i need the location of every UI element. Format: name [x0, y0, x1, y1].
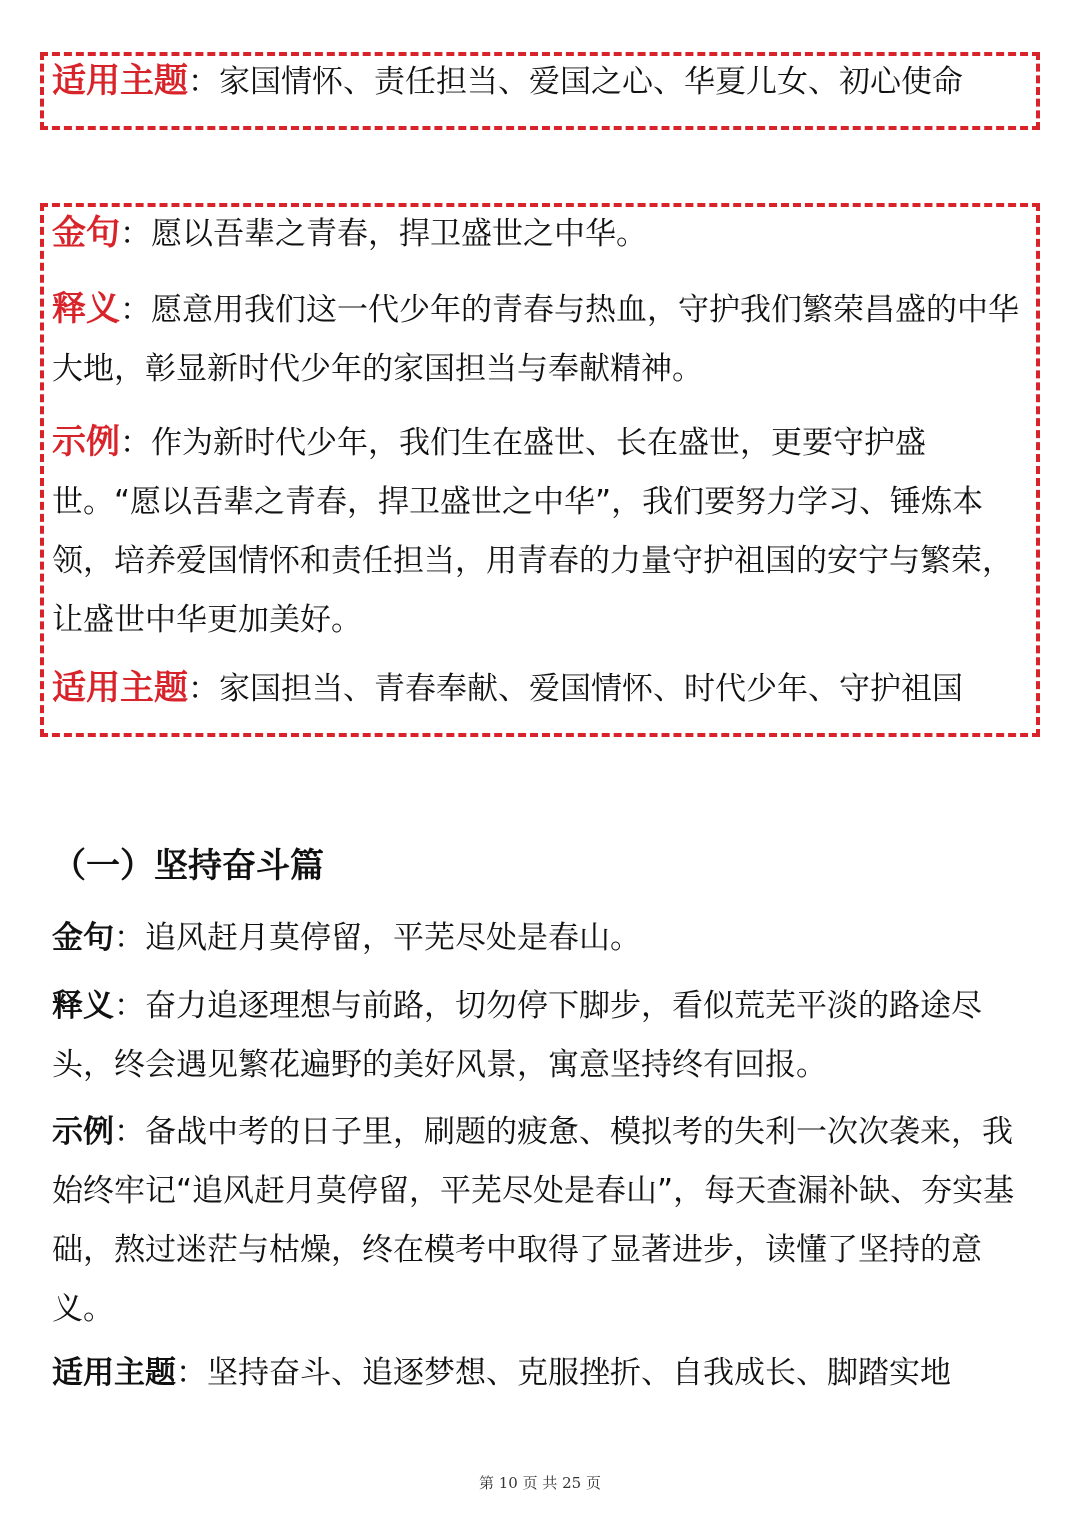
box2-meaning-paragraph: [52, 280, 1027, 399]
example-text: ：作为新时代少年，我们生在盛世、长在盛世，更要守护盛世。“愿以吾辈之青春，捍卫盛世之中华”，我们要努力学习、锤炼本领，培养爱国情怀和责任担当，用青春的力量守护祖国的安宁与繁荣，让盛世中华更加美好。: [52, 425, 1013, 638]
meaning-label: 释义: [52, 988, 114, 1024]
quote-label: 金句: [52, 920, 114, 956]
quote-text: ：追风赶月莫停留，平芜尽处是春山。: [114, 920, 641, 956]
page-number: 第 10 页 共 25 页: [478, 1474, 601, 1492]
section-title: （一）坚持奋斗篇: [52, 846, 324, 886]
theme-label: 适用主题: [52, 61, 188, 101]
box2-example-paragraph: [52, 413, 1027, 650]
section-meaning-paragraph: [52, 977, 1027, 1095]
box2-theme-line: [52, 659, 1027, 719]
meaning-label: 释义: [52, 289, 120, 329]
section-quote-line: [52, 909, 1027, 968]
meaning-text: ：奋力追逐理想与前路，切勿停下脚步，看似荒芜平淡的路途尽头，终会遇见繁花遍野的美好风景，寓意坚持终有回报。: [52, 988, 982, 1083]
example-text: ：备战中考的日子里，刷题的疲惫、模拟考的失利一次次袭来，我始终牢记“追风赶月莫停留，平芜尽处是春山”，每天查漏补缺、夯实基础，熬过迷茫与枯燥，终在模考中取得了显著进步，读懂了坚持的意义。: [52, 1114, 1015, 1327]
theme-text: ：家国担当、青春奉献、爱国情怀、时代少年、守护祖国: [188, 671, 963, 707]
box2-quote-line: [52, 204, 1027, 264]
theme-label: 适用主题: [52, 1355, 176, 1391]
theme-label: 适用主题: [52, 668, 188, 708]
quote-label: 金句: [52, 213, 120, 253]
section-theme-line: [52, 1344, 1027, 1403]
quote-text: ：愿以吾辈之青春，捍卫盛世之中华。: [120, 216, 647, 252]
box1-theme-line: [52, 52, 1027, 112]
theme-text: ：家国情怀、责任担当、爱国之心、华夏儿女、初心使命: [188, 64, 963, 100]
example-label: 示例: [52, 422, 120, 462]
meaning-text: ：愿意用我们这一代少年的青春与热血，守护我们繁荣昌盛的中华大地，彰显新时代少年的家国担当与奉献精神。: [52, 292, 1019, 387]
section-example-paragraph: [52, 1103, 1027, 1339]
theme-text: ：坚持奋斗、追逐梦想、克服挫折、自我成长、脚踏实地: [176, 1355, 951, 1391]
example-label: 示例: [52, 1114, 114, 1150]
